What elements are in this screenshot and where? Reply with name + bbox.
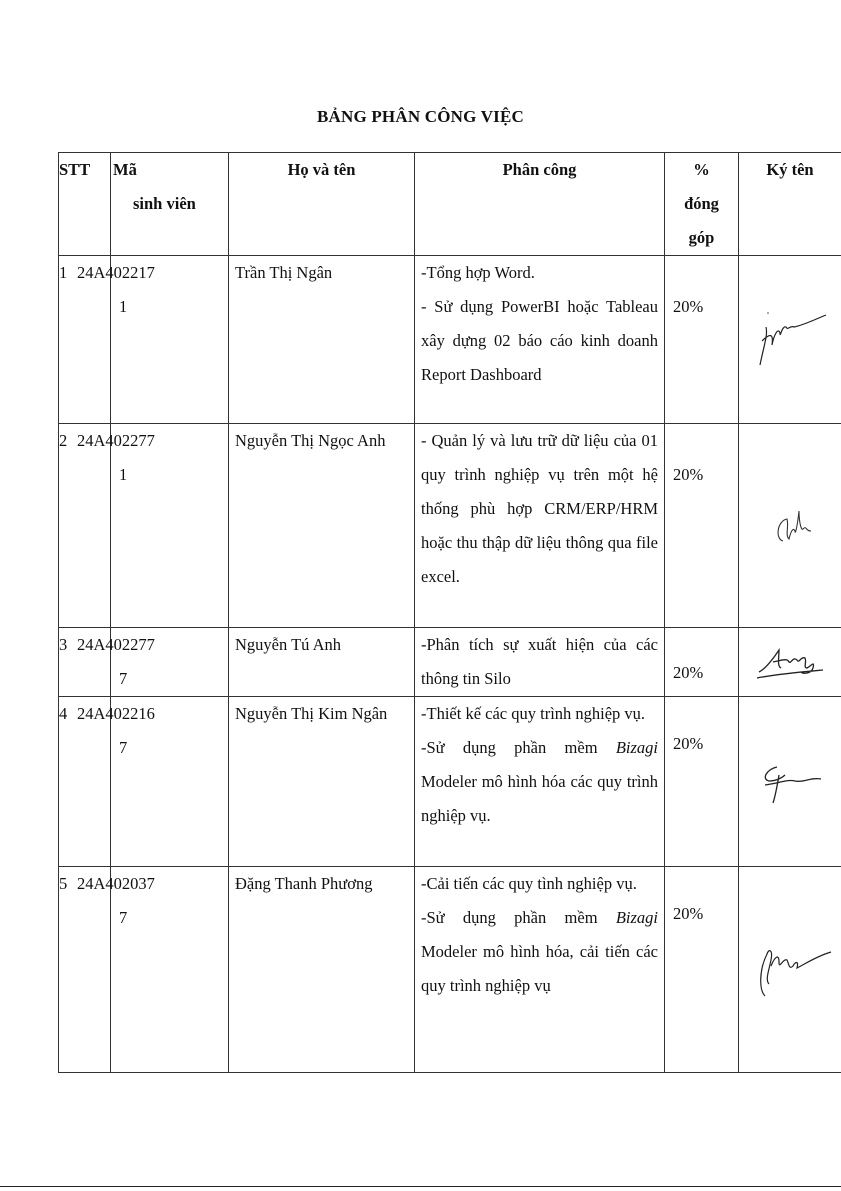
row-number: 5: [59, 874, 68, 893]
student-id-line2: 1: [119, 297, 128, 316]
handwritten-signature: [739, 757, 841, 807]
row-number: 1: [59, 263, 68, 282]
cell-full-name: [229, 256, 415, 424]
cell-student-id: [77, 628, 229, 697]
student-id-line2: 7: [119, 669, 128, 688]
student-name: Trần Thị Ngân: [235, 263, 333, 282]
student-name: Nguyễn Thị Ngọc Anh: [235, 431, 386, 450]
cell-stt: [59, 628, 111, 697]
cell-signature: [739, 867, 841, 1073]
student-id-line2: 7: [119, 738, 128, 757]
cell-stt: [59, 256, 111, 424]
cell-signature: [739, 424, 841, 628]
cell-assignment: [415, 424, 665, 628]
assignment-item: - Sử dụng PowerBI hoặc Tableau xây dựng 02 báo cáo kinh doanh Report Dashboard: [421, 297, 658, 384]
header-row: [59, 153, 841, 256]
cell-assignment: [415, 256, 665, 424]
table-row: [59, 628, 841, 697]
table-row: [59, 697, 841, 867]
cell-assignment: [415, 697, 665, 867]
table-row: [59, 424, 841, 628]
student-id-line1: 24A402217: [77, 263, 155, 282]
handwritten-signature: [739, 305, 841, 375]
handwritten-signature: [739, 638, 841, 686]
student-name: Đặng Thanh Phương: [235, 874, 373, 893]
contribution-percent: 20%: [673, 904, 704, 923]
header-contribution: % đóng góp: [665, 153, 739, 256]
handwritten-signature: [739, 501, 841, 551]
assignment-item: -Sử dụng phần mềm Bizagi Modeler mô hình hóa, cải tiến các quy trình nghiệp vụ: [421, 908, 658, 995]
row-number: 4: [59, 704, 68, 723]
contribution-percent: 20%: [673, 297, 704, 316]
assignment-item: - Quản lý và lưu trữ dữ liệu của 01 quy trình nghiệp vụ trên một hệ thống phù hợp CRM/ERP/HRM hoặc thu thập dữ liệu thông qua file excel.: [421, 431, 658, 586]
row-number: 3: [59, 635, 68, 654]
student-id-line1: 24A402216: [77, 704, 155, 723]
cell-signature: [739, 697, 841, 867]
contribution-percent: 20%: [673, 663, 704, 682]
cell-contribution: [665, 256, 739, 424]
cell-signature: [739, 256, 841, 424]
cell-full-name: [229, 697, 415, 867]
student-id-line1: 24A402277: [77, 431, 155, 450]
student-id-line1: 24A402037: [77, 874, 155, 893]
table-row: [59, 256, 841, 424]
row-number: 2: [59, 431, 68, 450]
assignment-table: [58, 152, 841, 1073]
cell-contribution: [665, 867, 739, 1073]
cell-full-name: [229, 628, 415, 697]
header-assignment: Phân công: [415, 153, 665, 256]
header-signature: Ký tên: [739, 153, 841, 256]
cell-student-id: [77, 256, 229, 424]
student-id-line2: 7: [119, 908, 128, 927]
header-full-name: Họ và tên: [229, 153, 415, 256]
cell-stt: [59, 697, 111, 867]
cell-contribution: [665, 424, 739, 628]
header-student-id: Mã sinh viên: [111, 153, 229, 256]
assignment-item: -Sử dụng phần mềm Bizagi Modeler mô hình hóa các quy trình nghiệp vụ.: [421, 738, 658, 825]
assignment-item: -Thiết kế các quy trình nghiệp vụ.: [421, 704, 646, 723]
assignment-item: -Phân tích sự xuất hiện của các thông tin Silo: [421, 635, 658, 688]
cell-student-id: [77, 424, 229, 628]
assignment-item: -Tổng hợp Word.: [421, 263, 535, 282]
table-row: [59, 867, 841, 1073]
cell-full-name: [229, 867, 415, 1073]
cell-assignment: [415, 628, 665, 697]
student-id-line1: 24A402277: [77, 635, 155, 654]
cell-signature: [739, 628, 841, 697]
cell-assignment: [415, 867, 665, 1073]
document-title: BẢNG PHÂN CÔNG VIỆC: [316, 107, 525, 126]
software-name: Bizagi: [615, 738, 658, 757]
software-name: Bizagi: [615, 908, 658, 927]
cell-contribution: [665, 628, 739, 697]
header-stt: STT: [59, 153, 111, 256]
cell-stt: [59, 424, 111, 628]
cell-student-id: [77, 697, 229, 867]
page-bottom-rule: [0, 1186, 841, 1187]
contribution-percent: 20%: [673, 465, 704, 484]
student-name: Nguyễn Tú Anh: [235, 635, 342, 654]
student-name: Nguyễn Thị Kim Ngân: [235, 704, 388, 723]
cell-student-id: [77, 867, 229, 1073]
cell-full-name: [229, 424, 415, 628]
cell-contribution: [665, 697, 739, 867]
assignment-item: -Cải tiến các quy tình nghiệp vụ.: [421, 874, 637, 893]
handwritten-signature: [739, 940, 841, 1000]
contribution-percent: 20%: [673, 734, 704, 753]
cell-stt: [59, 867, 111, 1073]
student-id-line2: 1: [119, 465, 128, 484]
